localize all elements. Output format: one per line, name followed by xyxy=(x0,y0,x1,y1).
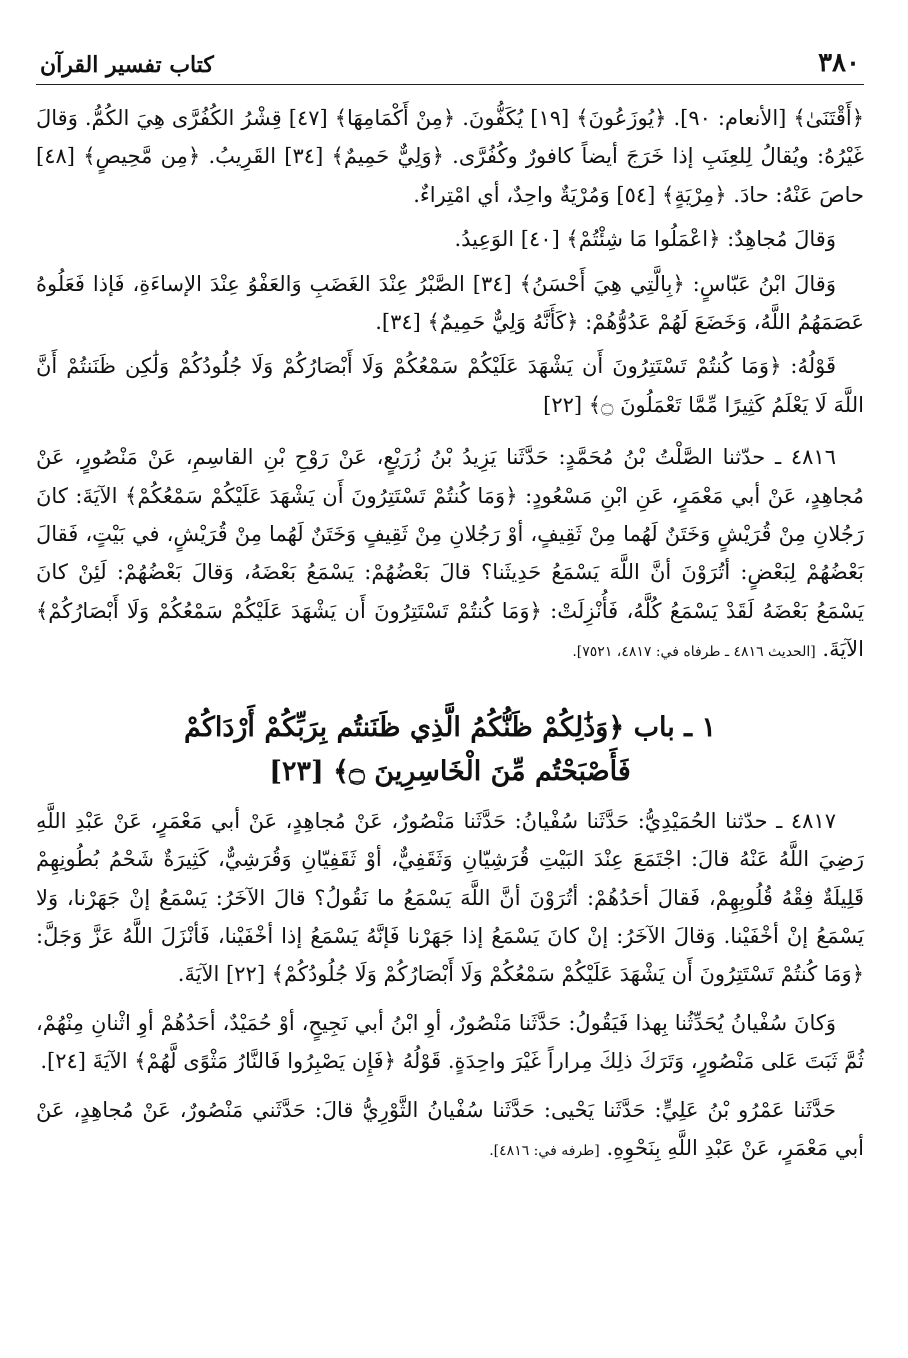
hadith-4816-text: ٤٨١٦ ـ حدّثنا الصَّلْتُ بْنُ مُحَمَّدٍ: حَدَّثَنا يَزِيدُ بْنُ زُرَيْعٍ، عَنْ رَوْحِ بْنِ القاسِمِ، عَنْ مَنْصُورٍ، عَنْ مُجاهِدٍ، عَنْ أبي مَعْمَرٍ، عَنِ ابْنِ مَسْعُودٍ: ﴿وَمَا كُنتُمْ تَسْتَتِرُونَ أَن يَشْهَدَ عَلَيْكُمْ سَمْعُكُمْ﴾ الآيَةَ: كانَ رَجُلانِ مِنْ قُرَيْشٍ وَخَتَنٌ لَهُما مِنْ ثَقِيفٍ، أوْ رَجُلانِ مِنْ ثَقِيفٍ وَخَتَنٌ لَهُما مِنْ قُرَيْشٍ، في بَيْتٍ، فَقالَ بَعْضُهُمْ لِبَعْضٍ: أتُرَوْنَ أنَّ اللَّهَ يَسْمَعُ حَدِيثَنا؟ قالَ بَعْضُهُمْ: يَسْمَعُ بَعْضَهُ، وَقالَ بَعْضُهُمْ: لَئِنْ كانَ يَسْمَعُ بَعْضَهُ لَقَدْ يَسْمَعُ كُلَّهُ، فَأُنْزِلَتْ: ﴿وَمَا كُنتُمْ تَسْتَتِرُونَ أَن يَشْهَدَ عَلَيْكُمْ سَمْعُكُمْ وَلَا أَبْصَارُكُمْ﴾ الآيَةَ. xyxy=(36,445,864,662)
mujahid-paragraph: وَقالَ مُجاهِدٌ: ﴿اعْمَلُوا مَا شِئْتُمْ﴾ [٤٠] الوَعِيدُ. xyxy=(454,227,836,252)
page-body xyxy=(36,99,864,1170)
book-title: كتاب تفسير القرآن xyxy=(40,52,214,78)
verse-paragraph: قَوْلُهُ: ﴿وَمَا كُنتُمْ تَسْتَتِرُونَ أَن يَشْهَدَ عَلَيْكُمْ سَمْعُكُمْ وَلَا أَبْصَارُكُمْ وَلَا جُلُودُكُمْ وَلَٰكِن ظَنَنتُمْ أَنَّ اللَّهَ لَا يَعْلَمُ كَثِيرًا مِّمَّا تَعْمَلُونَ ۝﴾ [٢٢] xyxy=(36,354,864,417)
amr-paragraph-text: حَدَّثَنا عَمْرُو بْنُ عَلِيٍّ: حَدَّثَنا يَحْيى: حَدَّثَنا سُفْيانُ الثَّوْرِيُّ قالَ: حَدَّثَني مَنْصُورٌ، عَنْ مُجاهِدٍ، عَنْ أبي مَعْمَرٍ، عَنْ عَبْدِ اللَّهِ بِنَحْوِهِ. xyxy=(36,1097,864,1160)
sufyan-paragraph: وَكانَ سُفْيانُ يُحَدِّثُنا بِهذا فَيَقُولُ: حَدَّثَنا مَنْصُورٌ، أوِ ابْنُ أبي نَجِيحٍ، أوْ حُمَيْدٌ، أحَدُهُمْ أوِ اثْنانِ مِنْهُمْ، ثُمَّ ثَبَتَ عَلى مَنْصُورٍ، وَتَرَكَ ذلِكَ مِراراً غَيْرَ واحِدَةٍ. قَوْلُهُ ﴿فَإِن يَصْبِرُوا فَالنَّارُ مَثْوًى لَّهُمْ﴾ الآيَةَ [٢٤]. xyxy=(36,1010,864,1074)
amr-paragraph xyxy=(36,1091,864,1171)
amr-paragraph-reference: [طرفه في: ٤٨١٦]. xyxy=(489,1142,600,1159)
page-header xyxy=(36,48,864,85)
ibn-abbas-paragraph: وَقالَ ابْنُ عَبّاسٍ: ﴿بِالَّتِي هِيَ أَحْسَنُ﴾ [٣٤] الصَّبْرُ عِنْدَ الغَضَبِ وَالعَفْوُ عِنْدَ الإساءَةِ، فَإذا فَعَلُوهُ عَصَمَهُمُ اللَّهُ، وَخَضَعَ لَهُمْ عَدُوُّهُمْ: ﴿كَأَنَّهُ وَلِيٌّ حَمِيمٌ﴾ [٣٤]. xyxy=(36,271,864,335)
chapter-heading-line-2: فَأَصْبَحْتُم مِّنَ الْخَاسِرِينَ ۝﴾ [٢٣] xyxy=(269,755,631,787)
hadith-4816-reference: [الحديث ٤٨١٦ ـ طرفاه في: ٤٨١٧، ٧٥٢١]. xyxy=(572,644,816,661)
hadith-4817: ٤٨١٧ ـ حدّثنا الحُمَيْدِيُّ: حَدَّثَنا سُفْيانُ: حَدَّثَنا مَنْصُورٌ، عَنْ مُجاهِدٍ، عَنْ أبي مَعْمَرٍ، عَنْ عَبْدِ اللَّهِ رَضِيَ اللَّهُ عَنْهُ قالَ: اجْتَمَعَ عِنْدَ البَيْتِ قُرَشِيّانِ وَثَقَفِيٌّ، أوْ ثَقَفِيّانِ وَقُرَشِيٌّ، كَثِيرَةٌ شَحْمُ بُطُونِهِمْ قَلِيلَةٌ فِقْهُ قُلُوبِهِمْ، فَقالَ أحَدُهُمْ: أتُرَوْنَ أنَّ اللَّهَ يَسْمَعُ ما نَقُولُ؟ قالَ الآخَرُ: يَسْمَعُ إنْ جَهَرْنا، وَلا يَسْمَعُ إنْ أخْفَيْنا. وَقالَ الآخَرُ: إنْ كانَ يَسْمَعُ إذا جَهَرْنا فَإنَّهُ يَسْمَعُ إذا أخْفَيْنا، فَأنْزَلَ اللَّهُ عَزَّ وَجَلَّ: ﴿وَمَا كُنتُمْ تَسْتَتِرُونَ أَن يَشْهَدَ عَلَيْكُمْ سَمْعُكُمْ وَلَا أَبْصَارُكُمْ وَلَا جُلُودُكُمْ﴾ [٢٢] الآيَةَ. xyxy=(36,808,864,987)
glossary-paragraph: ﴿أَقْتَنَىٰ﴾ [الأنعام: ٩٠]. ﴿يُوزَعُونَ﴾ [١٩] يُكَفُّونَ. ﴿مِنْ أَكْمَامِهَا﴾ [٤٧] قِشْرُ الكُفُرَّى هِيَ الكُمُّ. وَقالَ غَيْرُهُ: ويُقالُ لِلعِنَبِ إذا خَرَجَ أيضاً كافورٌ وكُفُرَّى. ﴿وَلِيٌّ حَمِيمٌ﴾ [٣٤] القَرِيبُ. ﴿مِن مَّحِيصٍ﴾ [٤٨] حاصَ عَنْهُ: حادَ. ﴿مِرْيَةٍ﴾ [٥٤] وَمُرْيَةٌ واحِدٌ، أي امْتِراءٌ. xyxy=(36,106,865,207)
chapter-heading-line-1: ١ ـ باب ﴿وَذَٰلِكُمْ ظَنُّكُمُ الَّذِي ظَنَنتُم بِرَبِّكُمْ أَرْدَاكُمْ xyxy=(184,711,716,743)
hadith-4816 xyxy=(36,438,864,671)
page-number: ٣٨٠ xyxy=(818,48,860,78)
chapter-heading xyxy=(36,706,864,794)
